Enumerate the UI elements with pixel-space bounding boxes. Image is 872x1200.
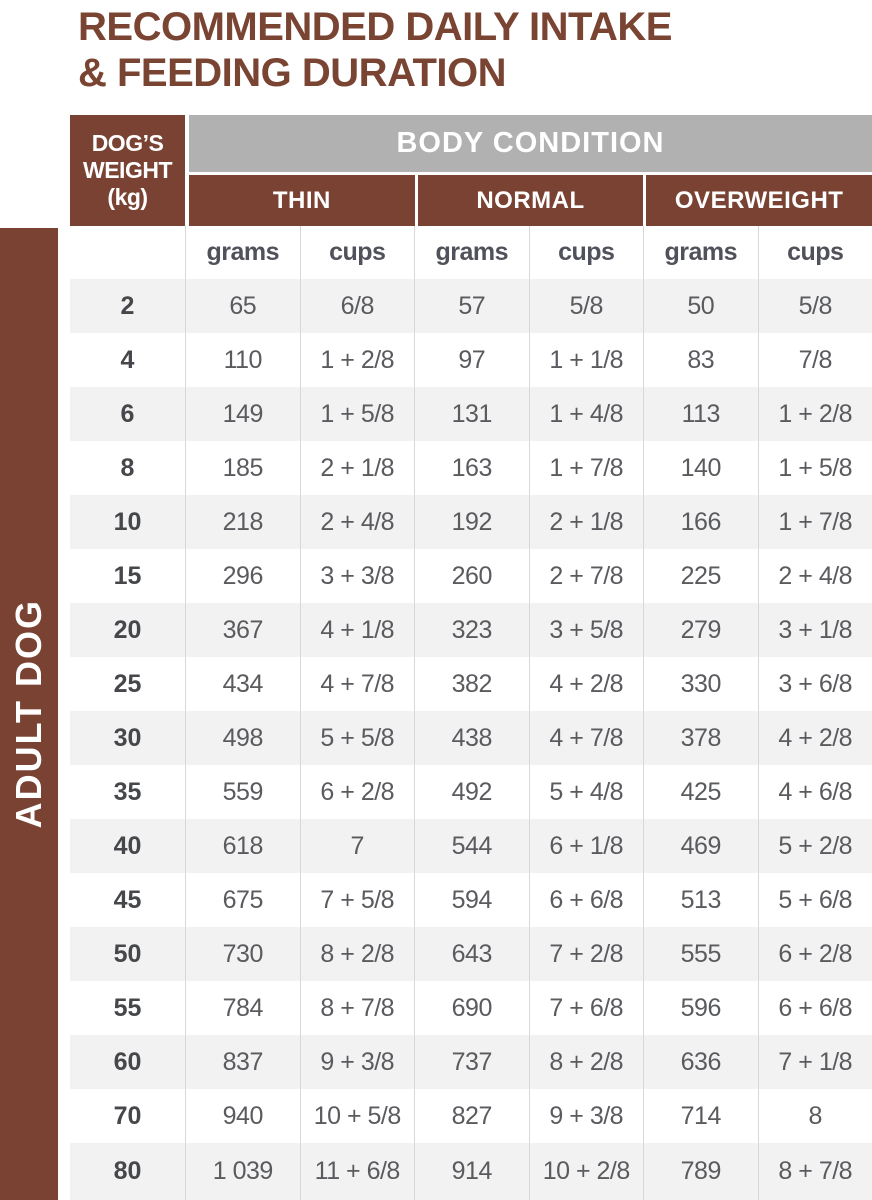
table-row-45 (70, 873, 872, 927)
unit-header-cups-2: cups (758, 226, 872, 279)
weight-cell: 70 (113, 1101, 142, 1130)
data-cell: 8 + 2/8 (529, 1035, 644, 1089)
data-cell: 382 (414, 657, 529, 711)
data-cell: 279 (643, 603, 758, 657)
data-cell: 10 + 5/8 (300, 1089, 415, 1143)
data-cell: 1 + 2/8 (758, 387, 872, 441)
data-cell: 260 (414, 549, 529, 603)
data-cell: 225 (643, 549, 758, 603)
weight-cell: 2 (120, 291, 135, 320)
data-cell: 3 + 3/8 (300, 549, 415, 603)
data-cell: 2 + 7/8 (529, 549, 644, 603)
data-cell: 643 (414, 927, 529, 981)
data-cell: 8 + 2/8 (300, 927, 415, 981)
data-cell: 140 (643, 441, 758, 495)
data-cell: 690 (414, 981, 529, 1035)
data-cell: 83 (643, 333, 758, 387)
weight-cell: 10 (113, 507, 142, 536)
data-cell: 8 (758, 1089, 872, 1143)
unit-header-row (70, 226, 872, 279)
data-cell: 5 + 2/8 (758, 819, 872, 873)
unit-header-grams-1: grams (414, 226, 529, 279)
data-cell: 469 (643, 819, 758, 873)
unit-header-cups-0: cups (300, 226, 415, 279)
data-cell: 1 + 5/8 (300, 387, 415, 441)
data-cell: 5 + 4/8 (529, 765, 644, 819)
page-title (78, 4, 672, 96)
body-condition-header: BODY CONDITION (189, 115, 872, 172)
data-cell: 555 (643, 927, 758, 981)
data-cell: 636 (643, 1035, 758, 1089)
data-cell: 5 + 5/8 (300, 711, 415, 765)
condition-header-overweight: OVERWEIGHT (646, 175, 872, 226)
data-cell: 4 + 2/8 (529, 657, 644, 711)
data-cell: 789 (643, 1143, 758, 1200)
adult-dog-sidebar (0, 228, 58, 1200)
data-cell: 940 (185, 1089, 300, 1143)
data-cell: 730 (185, 927, 300, 981)
table-row-4 (70, 333, 872, 387)
unit-header-cups-1: cups (529, 226, 644, 279)
data-cell: 1 + 2/8 (300, 333, 415, 387)
table-header (70, 115, 872, 226)
data-cell: 4 + 6/8 (758, 765, 872, 819)
table-row-8 (70, 441, 872, 495)
table-row-70 (70, 1089, 872, 1143)
table-row-55 (70, 981, 872, 1035)
table-row-40 (70, 819, 872, 873)
unit-header-spacer (70, 226, 185, 279)
data-cell: 218 (185, 495, 300, 549)
data-cell: 5/8 (758, 279, 872, 333)
data-cell: 596 (643, 981, 758, 1035)
data-cell: 378 (643, 711, 758, 765)
table-row-30 (70, 711, 872, 765)
dogs-weight-header-line1: DOG’S (91, 130, 164, 156)
data-cell: 323 (414, 603, 529, 657)
data-cell: 6/8 (300, 279, 415, 333)
weight-cell: 30 (113, 723, 142, 752)
feeding-table (70, 115, 872, 1200)
data-cell: 6 + 1/8 (529, 819, 644, 873)
data-cell: 425 (643, 765, 758, 819)
condition-header-thin: THIN (189, 175, 415, 226)
data-cell: 6 + 6/8 (529, 873, 644, 927)
data-cell: 11 + 6/8 (300, 1143, 415, 1200)
dogs-weight-header-line2: WEIGHT (83, 157, 172, 183)
data-cell: 1 + 4/8 (529, 387, 644, 441)
weight-cell: 60 (113, 1047, 142, 1076)
data-cell: 5 + 6/8 (758, 873, 872, 927)
data-cell: 4 + 7/8 (300, 657, 415, 711)
data-cell: 7 + 6/8 (529, 981, 644, 1035)
data-cell: 8 + 7/8 (758, 1143, 872, 1200)
weight-cell: 20 (113, 615, 142, 644)
data-cell: 2 + 4/8 (758, 549, 872, 603)
data-cell: 6 + 2/8 (300, 765, 415, 819)
dogs-weight-header-line3: (kg) (107, 184, 148, 210)
data-cell: 498 (185, 711, 300, 765)
data-cell: 3 + 5/8 (529, 603, 644, 657)
data-cell: 163 (414, 441, 529, 495)
data-cell: 3 + 1/8 (758, 603, 872, 657)
weight-cell: 8 (120, 453, 135, 482)
data-cell: 438 (414, 711, 529, 765)
data-cell: 1 + 5/8 (758, 441, 872, 495)
weight-cell: 6 (120, 399, 135, 428)
data-cell: 837 (185, 1035, 300, 1089)
data-cell: 113 (643, 387, 758, 441)
data-cell: 492 (414, 765, 529, 819)
data-cell: 914 (414, 1143, 529, 1200)
data-cell: 3 + 6/8 (758, 657, 872, 711)
page-title-line2: & FEEDING DURATION (78, 51, 507, 95)
data-cell: 185 (185, 441, 300, 495)
data-cell: 559 (185, 765, 300, 819)
data-cell: 1 + 1/8 (529, 333, 644, 387)
data-cell: 330 (643, 657, 758, 711)
data-cell: 1 039 (185, 1143, 300, 1200)
data-cell: 594 (414, 873, 529, 927)
data-cell: 65 (185, 279, 300, 333)
data-cell: 1 + 7/8 (758, 495, 872, 549)
condition-header-normal: NORMAL (418, 175, 644, 226)
weight-cell: 40 (113, 831, 142, 860)
table-body (70, 279, 872, 1200)
weight-cell: 50 (113, 939, 142, 968)
data-cell: 7/8 (758, 333, 872, 387)
data-cell: 4 + 7/8 (529, 711, 644, 765)
table-row-80 (70, 1143, 872, 1200)
table-row-10 (70, 495, 872, 549)
table-row-60 (70, 1035, 872, 1089)
table-row-50 (70, 927, 872, 981)
data-cell: 5/8 (529, 279, 644, 333)
data-cell: 7 + 5/8 (300, 873, 415, 927)
weight-cell: 45 (113, 885, 142, 914)
data-cell: 6 + 2/8 (758, 927, 872, 981)
weight-cell: 55 (113, 993, 142, 1022)
data-cell: 7 + 1/8 (758, 1035, 872, 1089)
sidebar-label: ADULT DOG (8, 599, 49, 829)
data-cell: 4 + 2/8 (758, 711, 872, 765)
data-cell: 9 + 3/8 (529, 1089, 644, 1143)
data-cell: 675 (185, 873, 300, 927)
table-row-35 (70, 765, 872, 819)
data-cell: 2 + 4/8 (300, 495, 415, 549)
data-cell: 50 (643, 279, 758, 333)
data-cell: 131 (414, 387, 529, 441)
data-cell: 192 (414, 495, 529, 549)
table-row-15 (70, 549, 872, 603)
data-cell: 166 (643, 495, 758, 549)
data-cell: 149 (185, 387, 300, 441)
weight-cell: 15 (113, 561, 142, 590)
data-cell: 7 + 2/8 (529, 927, 644, 981)
data-cell: 57 (414, 279, 529, 333)
data-cell: 110 (185, 333, 300, 387)
table-row-6 (70, 387, 872, 441)
data-cell: 2 + 1/8 (300, 441, 415, 495)
data-cell: 10 + 2/8 (529, 1143, 644, 1200)
data-cell: 4 + 1/8 (300, 603, 415, 657)
page-title-line1: RECOMMENDED DAILY INTAKE (78, 5, 672, 49)
data-cell: 2 + 1/8 (529, 495, 644, 549)
data-cell: 618 (185, 819, 300, 873)
data-cell: 434 (185, 657, 300, 711)
weight-cell: 35 (113, 777, 142, 806)
data-cell: 827 (414, 1089, 529, 1143)
data-cell: 7 (300, 819, 415, 873)
dogs-weight-header (70, 115, 185, 226)
table-row-2 (70, 279, 872, 333)
table-row-20 (70, 603, 872, 657)
data-cell: 737 (414, 1035, 529, 1089)
data-cell: 784 (185, 981, 300, 1035)
data-cell: 296 (185, 549, 300, 603)
weight-cell: 25 (113, 669, 142, 698)
data-cell: 513 (643, 873, 758, 927)
body-condition-section (189, 115, 872, 226)
data-cell: 1 + 7/8 (529, 441, 644, 495)
data-cell: 367 (185, 603, 300, 657)
data-cell: 544 (414, 819, 529, 873)
data-cell: 97 (414, 333, 529, 387)
condition-header-row (189, 175, 872, 226)
weight-cell: 4 (120, 345, 135, 374)
data-cell: 9 + 3/8 (300, 1035, 415, 1089)
weight-cell: 80 (113, 1157, 142, 1185)
unit-header-grams-2: grams (643, 226, 758, 279)
data-cell: 714 (643, 1089, 758, 1143)
unit-header-grams-0: grams (185, 226, 300, 279)
table-row-25 (70, 657, 872, 711)
data-cell: 6 + 6/8 (758, 981, 872, 1035)
data-cell: 8 + 7/8 (300, 981, 415, 1035)
